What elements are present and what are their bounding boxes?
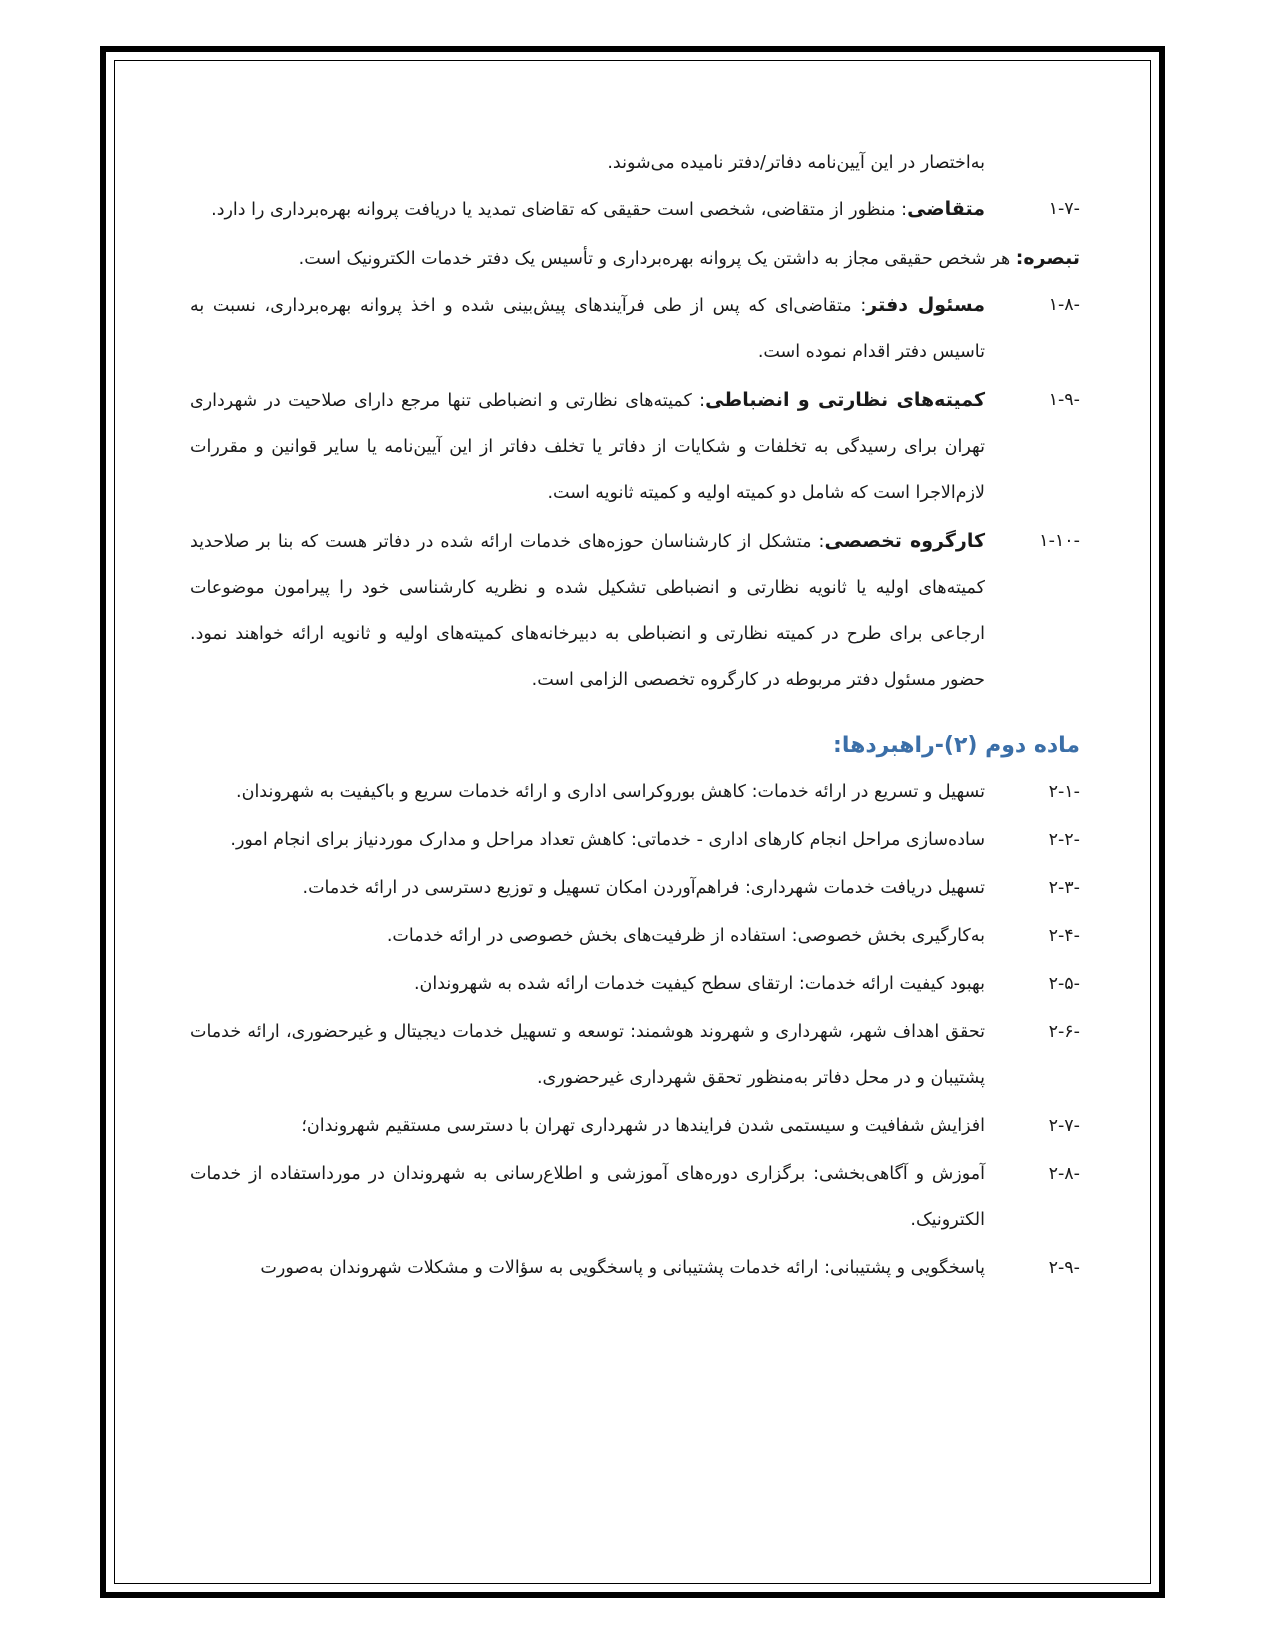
section-heading: ماده دوم (۲)-راهبردها: xyxy=(833,733,1080,758)
definition-item xyxy=(190,186,1080,233)
strategy-item xyxy=(190,961,1080,1007)
note-text: هر شخص حقیقی مجاز به داشتن یک پروانه بهره‌برداری و تأسیس یک دفتر خدمات الکترونیک است. xyxy=(298,249,1016,269)
definition-text: : منظور از متقاضی، شخصی است حقیقی که تقاضای تمدید یا دریافت پروانه بهره‌برداری را دارد. xyxy=(211,200,908,220)
definition-term: مسئول دفتر xyxy=(866,294,985,316)
item-number: ۲-۲- xyxy=(1048,830,1080,850)
definition-text: : متقاضی‌ای که پس از طی فرآیندهای پیش‌بینی شده و اخذ پروانه بهره‌برداری، نسبت به تاسیس دفتر اقدام نموده است. xyxy=(190,296,985,362)
document-body xyxy=(190,140,1080,1293)
definition-text: : متشکل از کارشناسان حوزه‌های خدمات ارائه شده در دفاتر هست که بنا بر صلاحدید کمیته‌های اولیه یا ثانویه نظارتی و انضباطی تشکیل شده و نظریه کارشناسی خود را پیرامون موضوعات ارجاعی برای طرح در کمیته نظارتی و انضباطی به دبیرخانه‌های کمیته‌های اولیه و ثانویه ارائه خواهند نمود. حضور مسئول دفتر مربوطه در کارگروه تخصصی الزامی است. xyxy=(190,532,985,690)
definition-term: کارگروه تخصصی xyxy=(824,530,986,552)
item-number: ۲-۴- xyxy=(1048,926,1080,946)
strategy-text: بهبود کیفیت ارائه خدمات: ارتقای سطح کیفیت خدمات ارائه شده به شهروندان. xyxy=(413,974,985,994)
strategy-text: آموزش و آگاهی‌بخشی: برگزاری دوره‌های آموزشی و اطلاع‌رسانی به شهروندان در مورداستفاده از خدمات الکترونیک. xyxy=(190,1164,985,1230)
strategy-text: ساده‌سازی مراحل انجام کارهای اداری - خدماتی: کاهش تعداد مراحل و مدارک موردنیاز برای انجام امور. xyxy=(230,830,985,850)
item-number: ۱-۷- xyxy=(1048,199,1080,219)
definition-term: متقاضی xyxy=(907,198,985,220)
strategy-item xyxy=(190,1151,1080,1243)
note-label: تبصره: xyxy=(1015,247,1080,269)
definition-item xyxy=(190,377,1080,516)
item-number: ۲-۳- xyxy=(1048,878,1080,898)
strategy-item xyxy=(190,817,1080,863)
item-number: ۲-۶- xyxy=(1048,1022,1080,1042)
intro-line: به‌اختصار در این آیین‌نامه دفاتر/دفتر نامیده می‌شوند. xyxy=(607,153,985,173)
item-number: ۲-۱- xyxy=(1048,782,1080,802)
strategy-item xyxy=(190,1103,1080,1149)
item-number: ۲-۵- xyxy=(1048,974,1080,994)
item-number: ۲-۹- xyxy=(1048,1258,1080,1278)
item-number: ۲-۷- xyxy=(1048,1116,1080,1136)
note-paragraph xyxy=(190,235,1080,282)
item-number: ۱-۱۰- xyxy=(1039,531,1080,551)
strategy-text: تسهیل دریافت خدمات شهرداری: فراهم‌آوردن امکان تسهیل و توزیع دسترسی در ارائه خدمات. xyxy=(302,878,985,898)
strategy-text: به‌کارگیری بخش خصوصی: استفاده از ظرفیت‌های بخش خصوصی در ارائه خدمات. xyxy=(386,926,985,946)
strategy-item xyxy=(190,913,1080,959)
item-number: ۲-۸- xyxy=(1048,1164,1080,1184)
definition-item xyxy=(190,518,1080,703)
strategy-item xyxy=(190,1009,1080,1101)
strategy-item xyxy=(190,769,1080,815)
item-number: ۱-۸- xyxy=(1048,295,1080,315)
strategy-text: تحقق اهداف شهر، شهرداری و شهروند هوشمند: توسعه و تسهیل خدمات دیجیتال و غیرحضوری، ارائه خدمات پشتیبان و در محل دفاتر به‌منظور تحقق شهرداری غیرحضوری. xyxy=(190,1022,985,1088)
strategy-text: پاسخگویی و پشتیبانی: ارائه خدمات پشتیبانی و پاسخگویی به سؤالات و مشکلات شهروندان به‌صورت xyxy=(260,1258,985,1278)
item-number: ۱-۹- xyxy=(1048,390,1080,410)
strategy-item xyxy=(190,1245,1080,1291)
strategy-text: افزایش شفافیت و سیستمی شدن فرایندها در شهرداری تهران با دسترسی مستقیم شهروندان؛ xyxy=(301,1116,985,1136)
strategy-item xyxy=(190,865,1080,911)
definition-text: : کمیته‌های نظارتی و انضباطی تنها مرجع دارای صلاحیت در شهرداری تهران برای رسیدگی به تخلفات و شکایات از دفاتر یا تخلف دفاتر از این آیین‌نامه یا سایر قوانین و مقررات لازم‌الاجرا است که شامل دو کمیته اولیه و کمیته ثانویه است. xyxy=(190,391,985,503)
definition-term: کمیته‌های نظارتی و انضباطی xyxy=(705,389,985,411)
strategy-text: تسهیل و تسریع در ارائه خدمات: کاهش بوروکراسی اداری و ارائه خدمات سریع و باکیفیت به شهروندان. xyxy=(236,782,985,802)
definition-item xyxy=(190,282,1080,375)
